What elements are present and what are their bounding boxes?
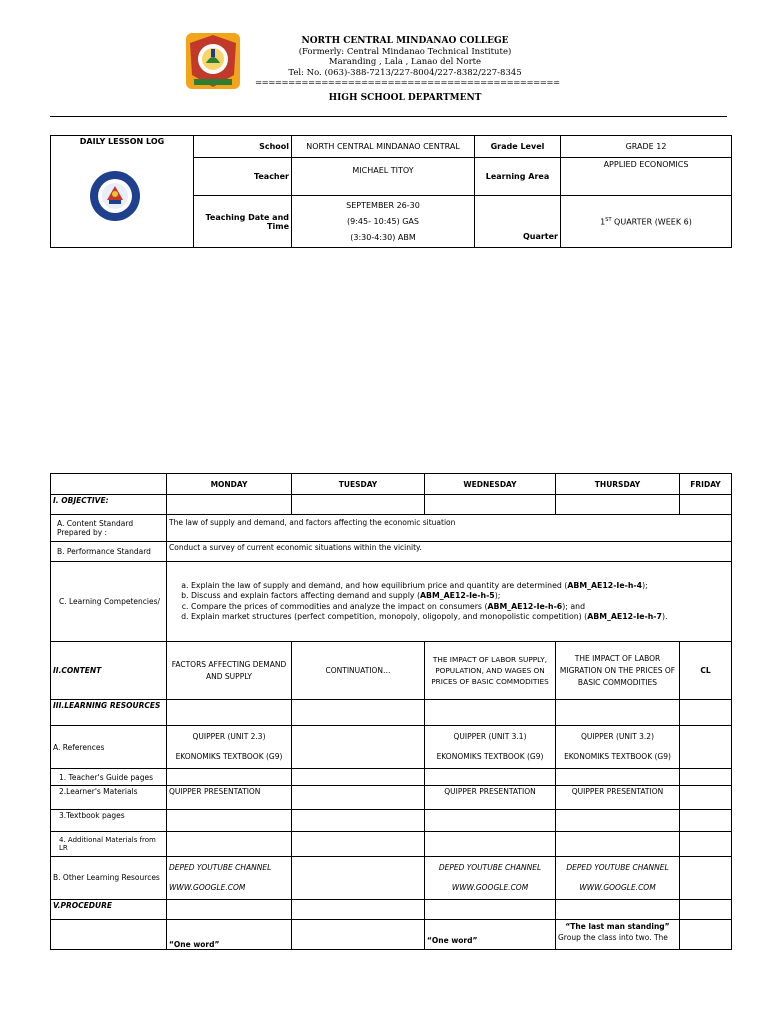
day-tuesday: TUESDAY	[292, 474, 425, 495]
google-mon: WWW.GOOGLE.COM	[169, 883, 246, 892]
empty-cell	[167, 495, 292, 515]
ref-thu-2: EKONOMIKS TEXTBOOK (G9)	[564, 752, 671, 761]
empty-cell	[680, 832, 732, 857]
date-line-3: (3:30-4:30) ABM	[350, 232, 416, 242]
quarter-sup: ST	[605, 216, 612, 223]
competency-a: a. Explain the law of supply and demand, and how equilibrium price and quantity are determined (ABM_AE12-Ie-h-4);	[191, 581, 729, 592]
college-name: NORTH CENTRAL MINDANAO COLLEGE	[301, 36, 509, 46]
competencies-value	[167, 562, 732, 642]
dll-title: DAILY LESSON LOG	[79, 137, 165, 146]
empty-cell	[556, 700, 680, 726]
additional-materials-label: 4. Additional Materials from LR	[51, 832, 167, 857]
lm-monday: QUIPPER PRESENTATION	[167, 786, 292, 810]
empty-cell	[292, 700, 425, 726]
textbook-pages-label: 3.Textbook pages	[51, 810, 167, 832]
empty-cell	[680, 726, 732, 769]
ref-mon-1: QUIPPER (UNIT 2.3)	[192, 732, 266, 741]
empty-cell	[51, 920, 167, 950]
empty-cell	[556, 769, 680, 786]
empty-cell	[292, 726, 425, 769]
empty-cell	[556, 900, 680, 920]
corner-cell	[51, 474, 167, 495]
day-friday: FRIDAY	[680, 474, 732, 495]
separator-line: ==============================================	[255, 78, 560, 88]
empty-cell	[425, 495, 556, 515]
ref-thu-1: QUIPPER (UNIT 3.2)	[580, 732, 655, 741]
other-thursday	[556, 857, 680, 900]
content-standard-text: A. Content Standard	[57, 519, 134, 528]
ref-wed-2: EKONOMIKS TEXTBOOK (G9)	[436, 752, 544, 761]
quarter-num: 1	[600, 217, 606, 227]
teacher-value: MICHAEL TITOY	[292, 158, 475, 196]
lesson-plan-table	[50, 473, 732, 950]
empty-cell	[425, 769, 556, 786]
empty-cell	[680, 700, 732, 726]
empty-cell	[680, 495, 732, 515]
google-thu: WWW.GOOGLE.COM	[579, 883, 656, 892]
empty-cell	[425, 700, 556, 726]
content-label: II.CONTENT	[51, 642, 167, 700]
references-label: A. References	[51, 726, 167, 769]
area-value: APPLIED ECONOMICS	[561, 158, 732, 196]
procedure-thursday	[556, 920, 680, 950]
references-wednesday	[425, 726, 556, 769]
competencies-label: C. Learning Competencies/	[51, 562, 167, 642]
competency-b: b. Discuss and explain factors affecting demand and supply (ABM_AE12-Ie-h-5);	[191, 591, 729, 602]
empty-cell	[425, 832, 556, 857]
day-wednesday: WEDNESDAY	[425, 474, 556, 495]
content-standard-label	[51, 515, 167, 542]
department-title: HIGH SCHOOL DEPARTMENT	[328, 92, 482, 103]
content-tuesday: CONTINUATION…	[292, 642, 425, 700]
procedure-monday: “One word”	[167, 920, 292, 950]
empty-cell	[167, 700, 292, 726]
procedure-label: V.PROCEDURE	[51, 900, 167, 920]
empty-cell	[680, 857, 732, 900]
empty-cell	[680, 810, 732, 832]
deped-seal-icon	[89, 170, 141, 222]
empty-cell	[556, 810, 680, 832]
other-resources-label: B. Other Learning Resources	[51, 857, 167, 900]
content-thursday: THE IMPACT OF LABOR MIGRATION ON THE PRICES OF BASIC COMMODITIES	[556, 642, 680, 700]
empty-cell	[680, 920, 732, 950]
performance-standard-label: B. Performance Standard	[51, 542, 167, 562]
google-wed: WWW.GOOGLE.COM	[451, 883, 529, 892]
last-man-title: “The last man standing”	[565, 922, 670, 931]
other-wednesday	[425, 857, 556, 900]
area-label: Learning Area	[475, 158, 561, 196]
prepared-by-text: Prepared by :	[57, 528, 108, 537]
address-line: Maranding , Lala , Lanao del Norte	[328, 57, 482, 67]
lm-wednesday: QUIPPER PRESENTATION	[425, 786, 556, 810]
empty-cell	[292, 495, 425, 515]
grade-label: Grade Level	[475, 136, 561, 158]
quarter-rest: QUARTER (WEEK 6)	[611, 217, 692, 227]
ref-wed-1: QUIPPER (UNIT 3.1)	[453, 732, 527, 741]
other-monday	[167, 857, 292, 900]
procedure-wednesday: “One word”	[425, 920, 556, 950]
content-friday: CL	[680, 642, 732, 700]
date-label: Teaching Date and Time	[194, 196, 292, 248]
empty-cell	[167, 769, 292, 786]
competency-c: c. Compare the prices of commodities and analyze the impact on consumers (ABM_AE12-Ie-h-6); and	[191, 602, 729, 613]
content-monday: FACTORS AFFECTING DEMAND AND SUPPLY	[167, 642, 292, 700]
objective-label: I. OBJECTIVE:	[51, 495, 167, 515]
empty-cell	[292, 900, 425, 920]
competency-d: d. Explain market structures (perfect competition, monopoly, oligopoly, and monopolistic competition) (ABM_AE12-Ie-h-7).	[191, 612, 729, 623]
college-logo	[184, 31, 242, 91]
empty-cell	[292, 857, 425, 900]
day-thursday: THURSDAY	[556, 474, 680, 495]
empty-cell	[292, 810, 425, 832]
school-value: NORTH CENTRAL MINDANAO CENTRAL	[292, 136, 475, 158]
group-text: Group the class into two. The	[558, 933, 668, 942]
performance-standard-value: Conduct a survey of current economic situations within the vicinity.	[167, 542, 732, 562]
empty-cell	[292, 832, 425, 857]
day-monday: MONDAY	[167, 474, 292, 495]
dll-title-cell	[51, 136, 194, 248]
grade-value: GRADE 12	[561, 136, 732, 158]
empty-cell	[680, 786, 732, 810]
quarter-label: Quarter	[475, 196, 561, 248]
empty-cell	[680, 900, 732, 920]
yt-thu: DEPED YOUTUBE CHANNEL	[566, 863, 669, 872]
empty-cell	[167, 900, 292, 920]
empty-cell	[425, 900, 556, 920]
lm-thursday: QUIPPER PRESENTATION	[556, 786, 680, 810]
content-wednesday: THE IMPACT OF LABOR SUPPLY, POPULATION, AND WAGES ON PRICES OF BASIC COMMODITIES	[425, 642, 556, 700]
content-standard-value: The law of supply and demand, and factors affecting the economic situation	[167, 515, 732, 542]
learners-materials-label: 2.Learner's Materials	[51, 786, 167, 810]
resources-label: III.LEARNING RESOURCES	[51, 700, 167, 726]
date-line-1: SEPTEMBER 26-30	[346, 200, 420, 210]
ref-mon-2: EKONOMIKS TEXTBOOK (G9)	[175, 752, 283, 761]
empty-cell	[556, 495, 680, 515]
empty-cell	[292, 769, 425, 786]
competencies-list	[177, 581, 729, 623]
yt-mon: DEPED YOUTUBE CHANNEL	[169, 863, 272, 872]
date-value	[292, 196, 475, 248]
empty-cell	[680, 769, 732, 786]
empty-cell	[292, 786, 425, 810]
tel-line: Tel: No. (063)-388-7213/227-8004/227-8382/227-8345	[288, 67, 522, 78]
empty-cell	[167, 832, 292, 857]
references-thursday	[556, 726, 680, 769]
empty-cell	[556, 832, 680, 857]
date-line-2: (9:45- 10:45) GAS	[347, 216, 419, 226]
empty-cell	[425, 810, 556, 832]
header-divider	[50, 116, 727, 117]
empty-cell	[292, 920, 425, 950]
empty-cell	[167, 810, 292, 832]
teacher-label: Teacher	[194, 158, 292, 196]
yt-wed: DEPED YOUTUBE CHANNEL	[438, 863, 542, 872]
school-header	[255, 36, 560, 103]
formerly-line: (Formerly: Central Mindanao Technical Institute)	[298, 46, 512, 57]
dll-header-table	[50, 135, 732, 248]
references-monday	[167, 726, 292, 769]
teachers-guide-label: 1. Teacher's Guide pages	[51, 769, 167, 786]
school-label: School	[194, 136, 292, 158]
quarter-value	[561, 196, 732, 248]
